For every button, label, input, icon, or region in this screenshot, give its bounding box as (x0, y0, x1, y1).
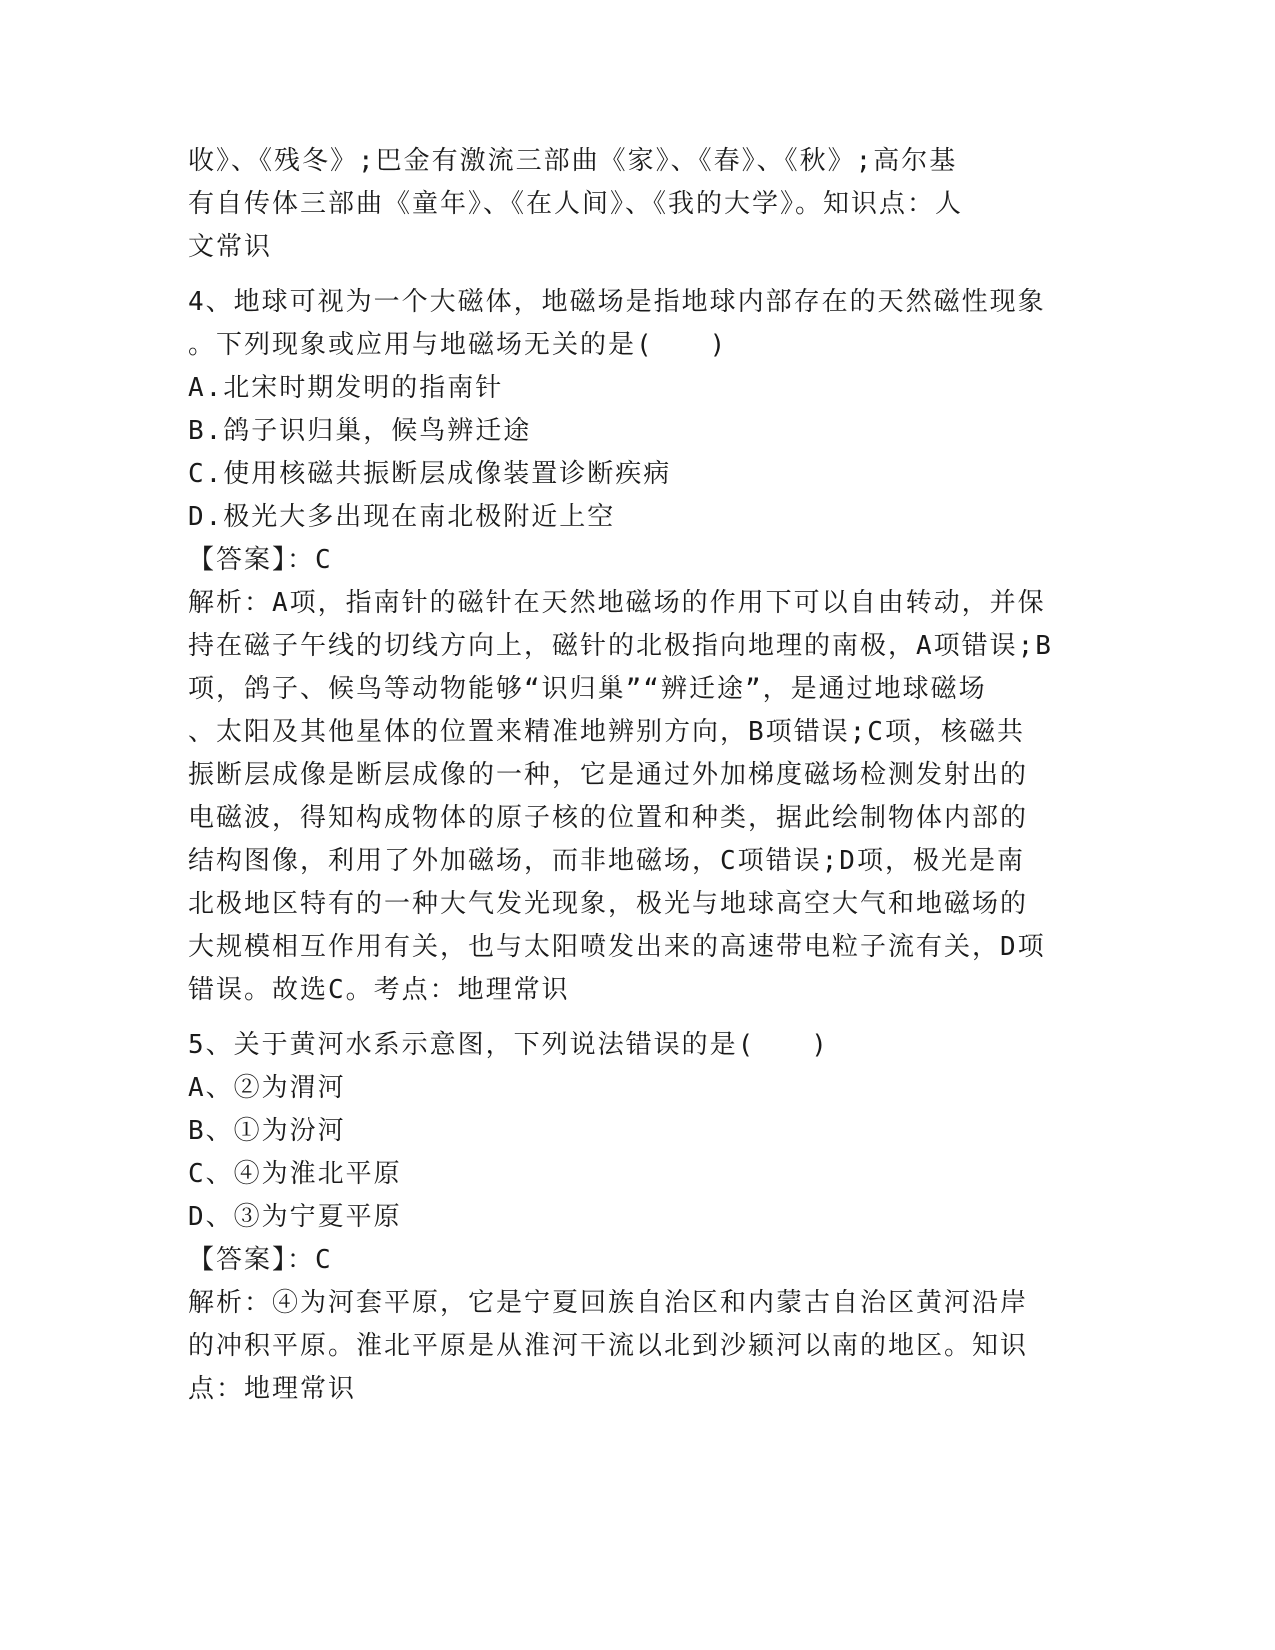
question-5 (188, 1024, 1088, 1411)
option-b: B.鸽子识归巢，候鸟辨迁途 (188, 416, 532, 446)
analysis-line: 结构图像，利用了外加磁场，而非地磁场，C项错误;D项，极光是南 (188, 846, 1025, 876)
option-a: A、②为渭河 (188, 1073, 346, 1103)
analysis-line: 大规模相互作用有关，也与太阳喷发出来的高速带电粒子流有关，D项 (188, 932, 1046, 962)
answer-label: 【答案】：C (188, 545, 333, 575)
question-stem: 。下列现象或应用与地磁场无关的是( ) (188, 330, 728, 360)
analysis-line: 电磁波，得知构成物体的原子核的位置和种类，据此绘制物体内部的 (188, 803, 1029, 833)
analysis-line: 北极地区特有的一种大气发光现象，极光与地球高空大气和地磁场的 (188, 889, 1029, 919)
analysis-line: 振断层成像是断层成像的一种，它是通过外加梯度磁场检测发射出的 (188, 760, 1029, 790)
analysis-line: 错误。故选C。考点：地理常识 (188, 975, 570, 1005)
analysis-line: 解析：④为河套平原，它是宁夏回族自治区和内蒙古自治区黄河沿岸 (188, 1288, 1029, 1318)
analysis-line: 、太阳及其他星体的位置来精准地辨别方向，B项错误;C项，核磁共 (188, 717, 1025, 747)
analysis-line: 点：地理常识 (188, 1374, 357, 1404)
question-stem: 5、关于黄河水系示意图，下列说法错误的是( ) (188, 1030, 829, 1060)
option-d: D、③为宁夏平原 (188, 1202, 402, 1232)
option-c: C、④为淮北平原 (188, 1159, 402, 1189)
answer-label: 【答案】：C (188, 1245, 333, 1275)
analysis-line: 解析：A项，指南针的磁针在天然地磁场的作用下可以自由转动，并保 (188, 588, 1046, 618)
previous-answer-tail (188, 140, 1088, 269)
option-a: A.北宋时期发明的指南针 (188, 373, 504, 403)
text-line: 收》、《残冬》;巴金有激流三部曲《家》、《春》、《秋》;高尔基 (188, 146, 958, 176)
text-line: 文常识 (188, 232, 273, 262)
question-4 (188, 281, 1088, 1012)
analysis-line: 项，鸽子、候鸟等动物能够“识归巢”“辨迁途”，是通过地球磁场 (188, 674, 987, 704)
analysis-line: 的冲积平原。淮北平原是从淮河干流以北到沙颍河以南的地区。知识 (188, 1331, 1029, 1361)
question-stem: 4、地球可视为一个大磁体，地磁场是指地球内部存在的天然磁性现象 (188, 287, 1046, 317)
option-d: D.极光大多出现在南北极附近上空 (188, 502, 616, 532)
option-b: B、①为汾河 (188, 1116, 346, 1146)
option-c: C.使用核磁共振断层成像装置诊断疾病 (188, 459, 672, 489)
analysis-line: 持在磁子午线的切线方向上，磁针的北极指向地理的南极，A项错误;B (188, 631, 1053, 661)
document-page (188, 140, 1088, 1411)
text-line: 有自传体三部曲《童年》、《在人间》、《我的大学》。知识点：人 (188, 189, 964, 219)
